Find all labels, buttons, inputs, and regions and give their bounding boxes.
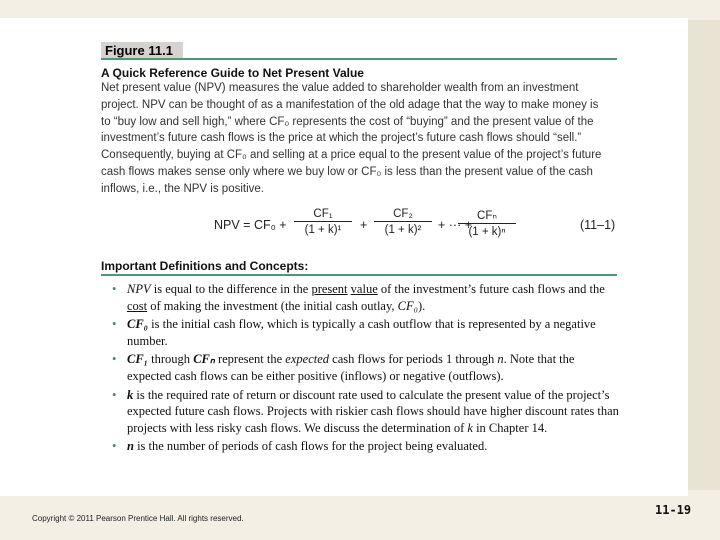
bullet-icon: • — [112, 387, 117, 402]
text-run: cash flows for periods 1 through — [329, 352, 498, 367]
slide-number: 11-19 — [655, 503, 692, 517]
term: n — [127, 439, 134, 454]
list-item — [112, 438, 620, 455]
fraction-denominator: (1 + k)ⁿ — [468, 226, 506, 238]
top-rule — [101, 58, 617, 60]
figure-label: Figure 11.1 — [101, 42, 183, 60]
copyright-notice: Copyright © 2011 Pearson Prentice Hall. All rights reserved. — [32, 514, 244, 523]
text-run: ). — [418, 298, 426, 313]
emphasis: expected — [285, 352, 330, 367]
underlined-word: value — [350, 282, 378, 296]
text-run: through — [148, 352, 194, 367]
term: k — [467, 420, 473, 435]
text-run: . Note that the expected cash flows can be either positive (inflows) or negative (outflows). — [127, 352, 575, 383]
term: CF₁ — [127, 352, 149, 367]
plus-sign: + — [360, 218, 368, 232]
list-item — [112, 316, 620, 349]
fraction-denominator: (1 + k)² — [384, 224, 422, 236]
definitions-rule — [101, 274, 617, 276]
term: k — [127, 387, 134, 402]
term: CFₙ — [193, 352, 215, 367]
fraction-term-2 — [374, 208, 432, 236]
bullet-icon: • — [112, 317, 117, 332]
side-band — [688, 20, 720, 490]
underlined-word: present — [311, 282, 348, 296]
text-run: of making the investment (the initial cash outlay, — [147, 298, 398, 313]
fraction-denominator: (1 + k)¹ — [304, 224, 342, 236]
fraction-numerator: CF₂ — [374, 208, 432, 222]
term: NPV — [127, 282, 151, 296]
figure-title: A Quick Reference Guide to Net Present Value — [101, 66, 364, 80]
text-run: is equal to the difference in the — [150, 282, 312, 296]
equation-lhs: NPV = CF₀ + — [214, 218, 287, 232]
text-run: is the initial cash flow, which is typically a cash outflow that is represented by a negative number. — [127, 317, 596, 348]
definitions-list — [112, 281, 620, 457]
text-run: is the number of periods of cash flows for the project being evaluated. — [133, 439, 488, 454]
underlined-word: cost — [127, 298, 148, 313]
list-item — [112, 387, 620, 437]
bullet-icon: • — [112, 352, 117, 367]
fraction-term-1 — [294, 208, 352, 236]
text-run: represent the — [214, 352, 286, 367]
definitions-heading: Important Definitions and Concepts: — [101, 259, 309, 273]
text-run: in Chapter 14. — [472, 420, 548, 435]
list-item — [112, 281, 620, 314]
fraction-term-n — [458, 208, 516, 238]
fraction-numerator: CF₁ — [294, 208, 352, 222]
text-run: is the required rate of return or discount rate used to calculate the present value of the project’s expected future cash flows. Projects with riskier cash flows should have higher discount rates than projects with less risky cash flows. We discuss the determination of — [127, 387, 619, 435]
bullet-icon: • — [112, 439, 117, 454]
bullet-icon: • — [112, 282, 117, 296]
equation-number: (11–1) — [580, 218, 616, 232]
list-item — [112, 351, 620, 384]
fraction-numerator: CFₙ — [458, 208, 516, 224]
intro-paragraph: Net present value (NPV) measures the value added to shareholder wealth from an investment project. NPV can be thought of as a manifestation of the old adage that the way to make money is to “buy low and sell high,” where CF₀ represents the cost of “buying” and the present value of the investment’s future cash flows is the price at which the project’s future cash flows should “sell.” Consequently, buying at CF₀ and selling at a price equal to the present value of the project’s future cash flows makes sense only where we buy low or CF₀ is less than the present value of the cash inflows, i.e., the NPV is positive. — [101, 82, 602, 195]
text-run: of the investment’s future cash flows and the — [377, 282, 605, 296]
term: CF₀ — [127, 317, 149, 332]
ellipsis-sign: + ··· + — [438, 218, 473, 232]
term: n — [497, 352, 504, 367]
term: CF₀ — [397, 298, 418, 313]
